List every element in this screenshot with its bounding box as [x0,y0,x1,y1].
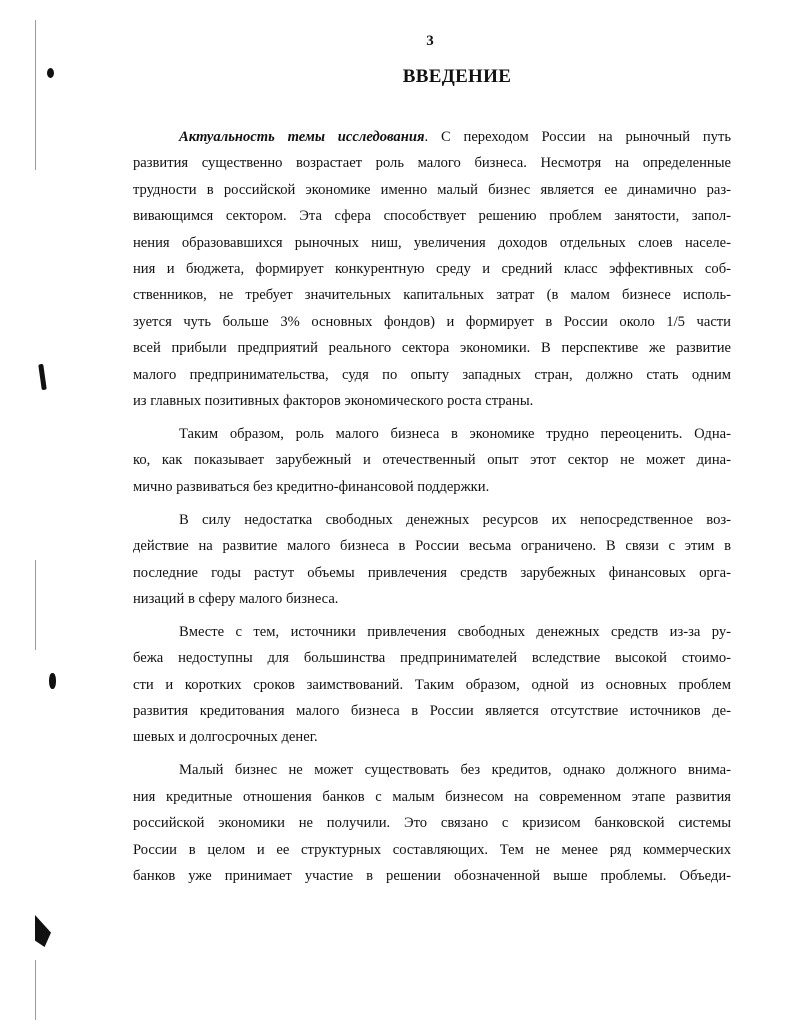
text-line: сти и коротких сроков заимствований. Таким образом, одной из основных проблем [133,676,731,693]
text-line: ния и бюджета, формирует конкурентную среду и средний класс эффективных соб- [133,261,731,278]
text-line: России в целом и ее структурных составляющих. Тем не менее ряд коммерческих [133,841,731,858]
text-line: шевых и долгосрочных денег. [133,729,318,746]
text-line: ко, как показывает зарубежный и отечественный опыт этот сектор не может дина- [133,452,731,469]
paragraph [133,507,731,613]
text-line: из главных позитивных факторов экономического роста страны. [133,393,534,410]
paragraph [133,619,731,751]
text-line: В силу недостатка свободных денежных ресурсов их непосредственное воз- [179,511,731,528]
text-line: действие на развитие малого бизнеса в России весьма ограничено. В связи с этим в [133,538,731,555]
text-line: мично развиваться без кредитно-финансовой поддержки. [133,478,490,495]
text-line: всей прибыли предприятий реального сектора экономики. В перспективе же развитие [133,340,731,357]
document-body [133,124,731,896]
text-line: Актуальность темы исследования. С переходом России на рыночный путь [179,129,731,145]
text-line: Вместе с тем, источники привлечения свободных денежных средств из-за ру- [179,623,731,640]
text-line: ственников, не требует значительных капитальных затрат (в малом бизнесе исполь- [133,287,731,304]
text-line: трудности в российской экономике именно малый бизнес является ее динамично раз- [133,181,731,198]
page-number: 3 [426,33,434,49]
text-line: Малый бизнес не может существовать без кредитов, однако должного внима- [179,762,731,779]
text-line: последние годы растут объемы привлечения средств зарубежных финансовых орга- [133,564,731,581]
paragraph [133,124,731,414]
text-line: малого предпринимательства, судя по опыту западных стран, должно стать одним [133,366,731,383]
scan-blot [49,673,56,689]
text-line: развития существенно возрастает роль малого бизнеса. Несмотря на определенные [133,155,731,172]
text-line: ния кредитные отношения банков с малым бизнесом на современном этапе развития [133,788,731,805]
text-line: низаций в сферу малого бизнеса. [133,590,339,607]
text-line: российской экономики не получили. Это связано с кризисом банковской системы [133,815,731,832]
text-line: развития кредитования малого бизнеса в России является отсутствие источников де- [133,703,731,720]
scan-blot [35,915,51,947]
page-title: ВВЕДЕНИЕ [402,66,512,87]
text-line: вивающимся сектором. Эта сфера способствует решению проблем занятости, запол- [133,208,731,225]
text-line: нения образовавшихся рыночных ниш, увеличения доходов отдельных слоев населе- [133,234,731,251]
paragraph [133,421,731,500]
text-line: бежа недоступны для большинства предпринимателей вследствие высокой стоимо- [133,650,731,667]
text-line: Таким образом, роль малого бизнеса в экономике трудно переоценить. Одна- [179,425,731,442]
scan-edge-line [35,960,36,1020]
paragraph [133,757,731,889]
scan-blot [38,364,47,390]
lead-phrase: Актуальность темы исследования [179,129,425,145]
text-line: зуется чуть больше 3% основных фондов) и формирует в России около 1/5 части [133,313,731,330]
text-line: банков уже принимает участие в решении обозначенной выше проблемы. Объеди- [133,867,731,884]
scan-edge-line [35,560,36,650]
